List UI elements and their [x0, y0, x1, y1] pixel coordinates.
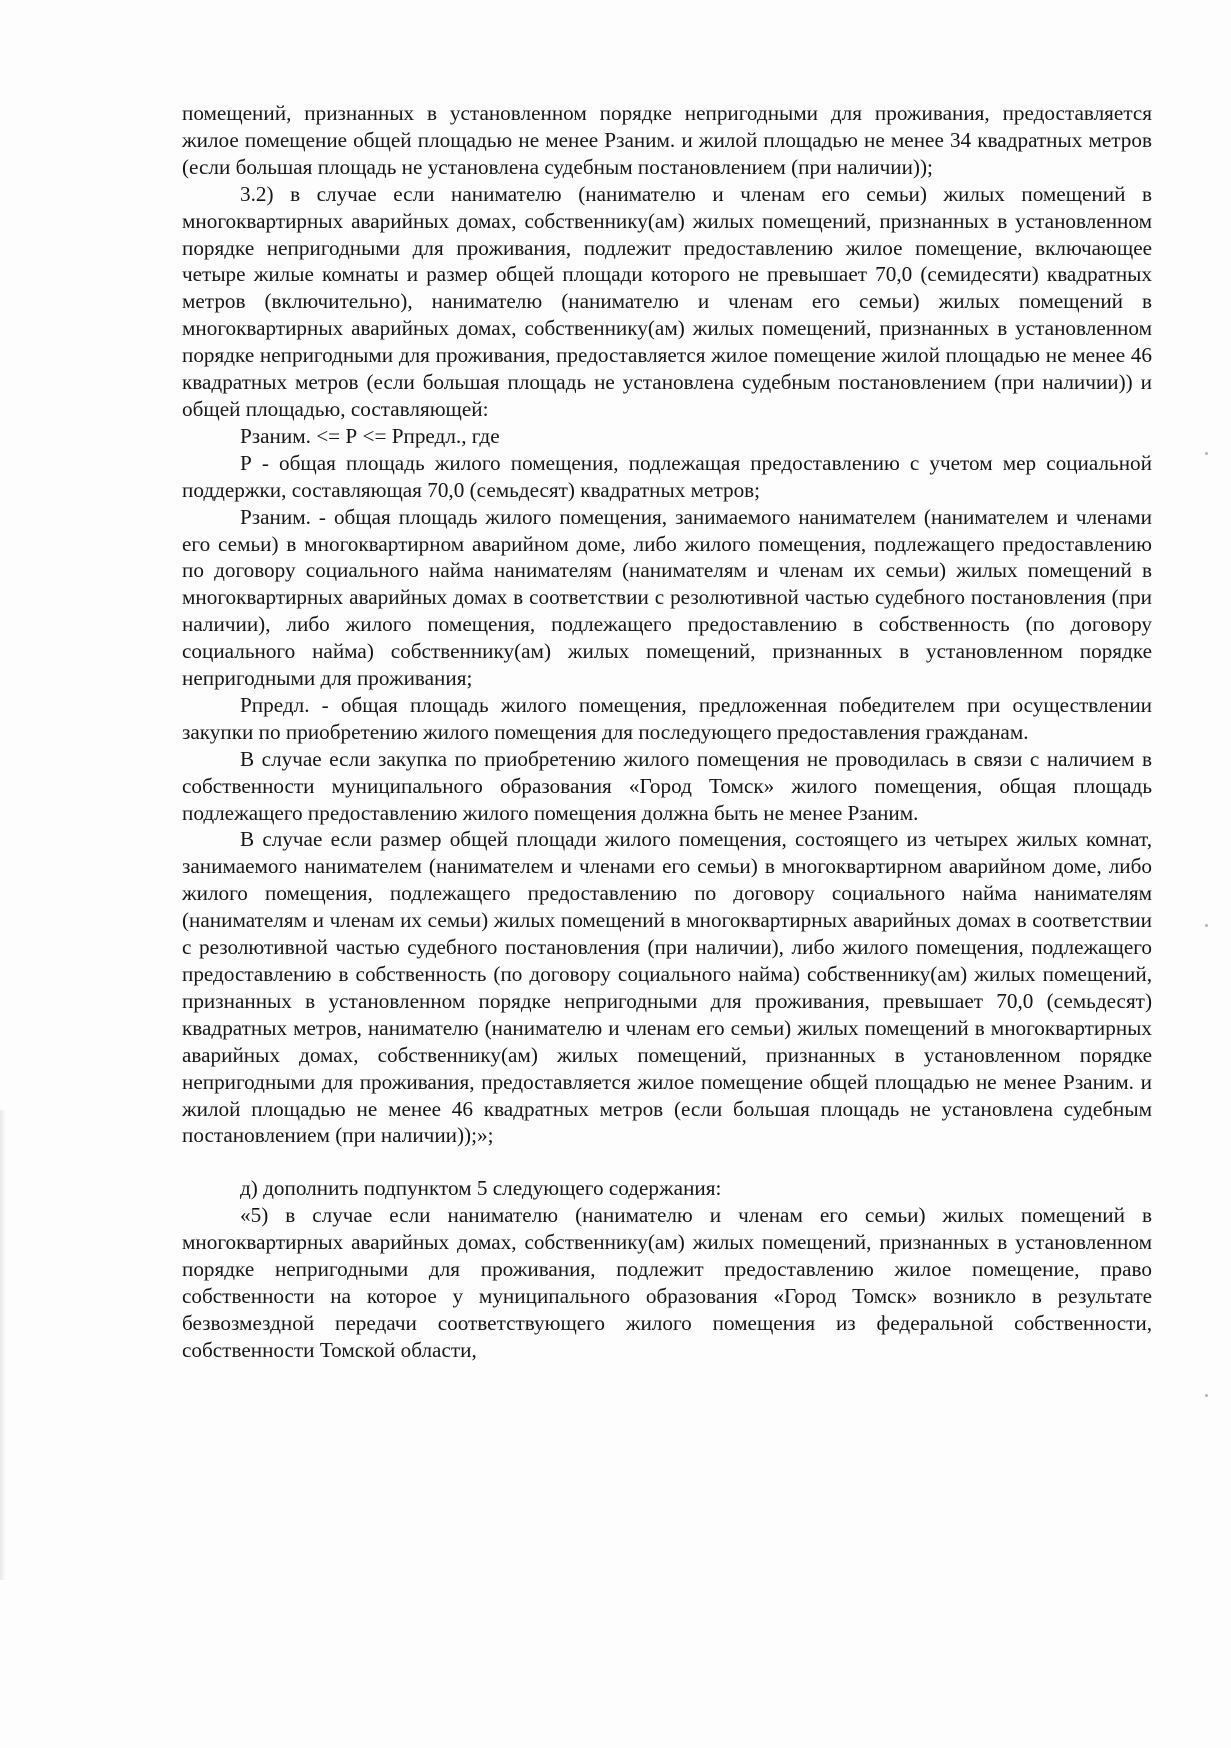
- scan-speck: [1205, 452, 1208, 455]
- paragraph-amendment-d: д) дополнить подпунктом 5 следующего содержания:: [240, 1176, 722, 1201]
- paragraph-procurement-case: В случае если закупка по приобретению жилого помещения не проводилась в связи с наличием в собственности муниципального образования «Город Томск» жилого помещения, общая площадь подлежащего предоставлению жилого помещения должна быть не менее Рзаним.: [182, 746, 1152, 825]
- paragraph-exceeds-case: В случае если размер общей площади жилого помещения, состоящего из четырех жилых комнат, занимаемого нанимателем (нанимателем и членами его семьи) в многоквартирном аварийном доме, либо жилого помещения, подлежащего предоставлению по договору социального найма нанимателям (нанимателям и членам их семьи) жилых помещений в многоквартирных аварийных домах в соответствии с резолютивной частью судебного постановления (при наличии), либо жилого помещения, подлежащего предоставлению в собственность (по договору социального найма) собственнику(ам) жилых помещений, признанных в установленном порядке непригодными для проживания, превышает 70,0 (семьдесят) квадратных метров, нанимателю (нанимателю и членам его семьи) жилых помещений в многоквартирных аварийных домах, собственнику(ам) жилых помещений, признанных в установленном порядке непригодными для проживания, предоставляется жилое помещение общей площадью не менее Рзаним. и жилой площадью не менее 46 квадратных метров (если большая площадь не установлена судебным постановлением (при наличии));»;: [182, 827, 1152, 1148]
- scan-speck: [1205, 1394, 1208, 1397]
- document-body: [182, 100, 1152, 1364]
- paragraph-definition-p: Р - общая площадь жилого помещения, подлежащая предоставлению с учетом мер социальной поддержки, составляющая 70,0 (семьдесят) квадратных метров;: [182, 450, 1152, 502]
- paragraph-3-2: 3.2) в случае если нанимателю (нанимателю и членам его семьи) жилых помещений в многоквартирных аварийных домах, собственнику(ам) жилых помещений, признанных в установленном порядке непригодными для проживания, подлежит предоставлению жилое помещение, включающее четыре жилые комнаты и размер общей площади которого не превышает 70,0 (семидесяти) квадратных метров (включительно), нанимателю (нанимателю и членам его семьи) жилых помещений в многоквартирных аварийных домах, собственнику(ам) жилых помещений, признанных в установленном порядке непригодными для проживания, предоставляется жилое помещение жилой площадью не менее 46 квадратных метров (если большая площадь не установлена судебным постановлением (при наличии)) и общей площадью, составляющей:: [182, 181, 1152, 421]
- paragraph-formula: Рзаним. <= Р <= Рпредл., где: [240, 423, 500, 448]
- paragraph-definition-p-predl: Рпредл. - общая площадь жилого помещения, предложенная победителем при осуществлении закупки по приобретению жилого помещения для последующего предоставления гражданам.: [182, 692, 1152, 744]
- scan-speck: [1205, 924, 1208, 927]
- scan-shadow: [0, 1110, 6, 1580]
- paragraph-subitem-5: «5) в случае если нанимателю (нанимателю и членам его семьи) жилых помещений в многоквартирных аварийных домах, собственнику(ам) жилых помещений, признанных в установленном порядке непригодными для проживания, подлежит предоставлению жилое помещение, право собственности на которое у муниципального образования «Город Томск» возникло в результате безвозмездной передачи соответствующего жилого помещения из федеральной собственности, собственности Томской области,: [182, 1203, 1152, 1362]
- paragraph-continuation: помещений, признанных в установленном порядке непригодными для проживания, предоставляется жилое помещение общей площадью не менее Рзаним. и жилой площадью не менее 34 квадратных метров (если большая площадь не установлена судебным постановлением (при наличии));: [182, 101, 1152, 179]
- paragraph-definition-p-zanim: Рзаним. - общая площадь жилого помещения, занимаемого нанимателем (нанимателем и членами его семьи) в многоквартирном аварийном доме, либо жилого помещения, подлежащего предоставлению по договору социального найма нанимателям (нанимателям и членам их семьи) жилых помещений в многоквартирных аварийных домах в соответствии с резолютивной частью судебного постановления (при наличии), либо жилого помещения, подлежащего предоставлению в собственность (по договору социального найма) собственнику(ам) жилых помещений, признанных в установленном порядке непригодными для проживания;: [182, 504, 1152, 691]
